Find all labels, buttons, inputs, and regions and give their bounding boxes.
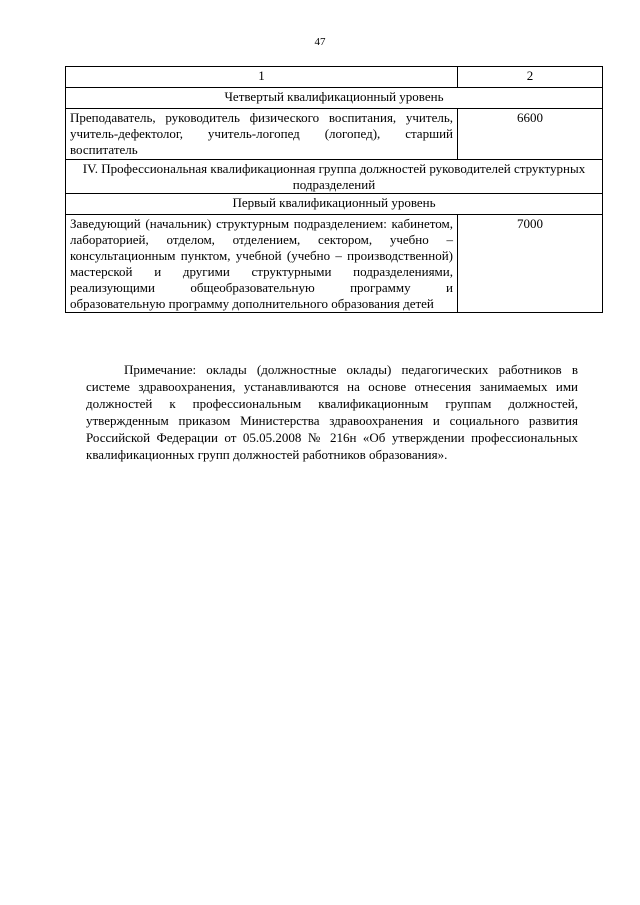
column-header-2: 2	[458, 67, 603, 88]
note-paragraph: Примечание: оклады (должностные оклады) педагогических работников в системе здравоохранения, устанавливаются на основе отнесения занимаемых ими должностей к профессиональным квалификационным группам должностей, утвержденным приказом Министерства здравоохранения и социального развития Российской Федерации от 05.05.2008 № 216н «Об утверждении профессиональных квалификационных групп должностей работников образования».	[86, 362, 578, 462]
qualification-level-row: Четвертый квалификационный уровень	[66, 88, 603, 109]
position-cell: Заведующий (начальник) структурным подразделением: кабинетом, лабораторией, отделом, отделением, сектором, учебно – консультационным пунктом, учебной (учебно – производственной) мастерской и другими структурными подразделениями, реализующими общеобразовательную программу и образовательную программу дополнительного образования детей	[66, 215, 458, 313]
qualification-level-row: Первый квалификационный уровень	[66, 194, 603, 215]
page-number: 47	[314, 36, 326, 48]
table-row	[66, 215, 603, 313]
table-row	[66, 194, 603, 215]
table-row	[66, 88, 603, 109]
position-cell: Преподаватель, руководитель физического воспитания, учитель, учитель-дефектолог, учитель-логопед (логопед), старший воспитатель	[66, 109, 458, 160]
salary-cell: 6600	[458, 109, 603, 160]
salary-table	[65, 66, 603, 313]
table-row	[66, 160, 603, 194]
table-header-row	[66, 67, 603, 88]
salary-cell: 7000	[458, 215, 603, 313]
table-row	[66, 109, 603, 160]
column-header-1: 1	[66, 67, 458, 88]
qualification-group-row: IV. Профессиональная квалификационная группа должностей руководителей структурных подразделений	[66, 160, 603, 194]
